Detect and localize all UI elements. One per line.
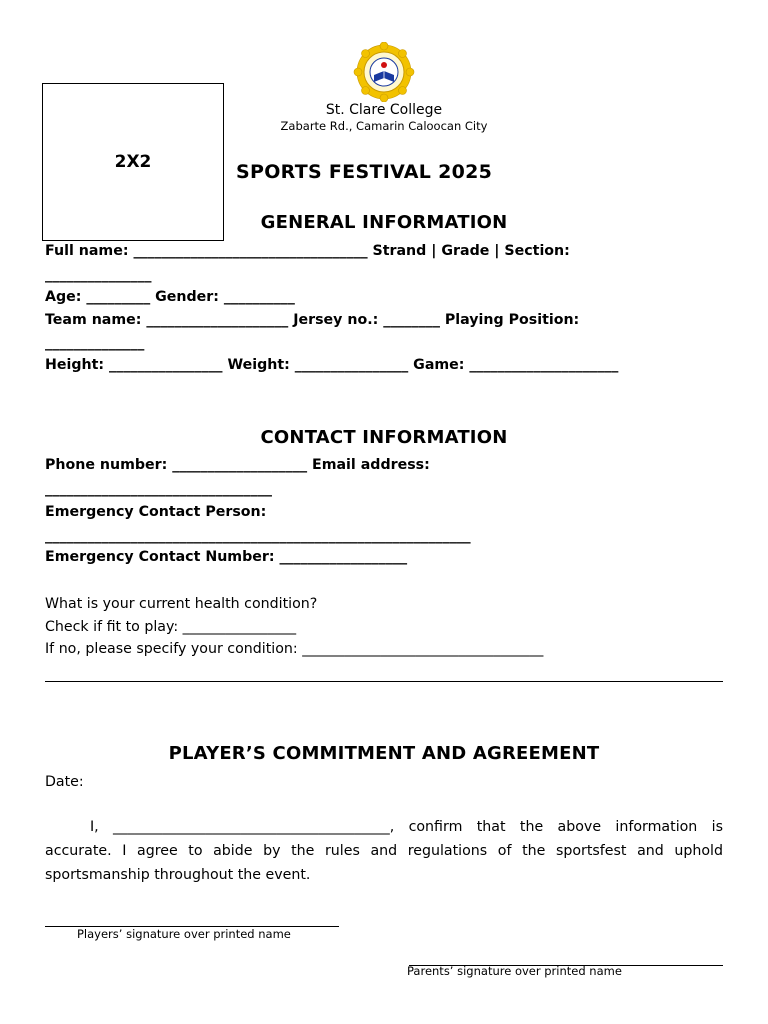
- health-question: What is your current health condition?: [45, 596, 318, 612]
- email-field-line[interactable]: ________________________________: [45, 481, 272, 497]
- agreement-paragraph: accurate. I agree to abide by the rules and regulations of the sportsfest and uphold sportsmanship throughout the event.: [45, 843, 723, 883]
- emergency-contact-number-field[interactable]: Emergency Contact Number: __________________: [45, 549, 408, 565]
- age-gender-field[interactable]: Age: _________ Gender: __________: [45, 289, 295, 305]
- phone-email-field[interactable]: Phone number: ___________________ Email address:: [45, 457, 430, 473]
- agreement-heading: PLAYER’S COMMITMENT AND AGREEMENT: [168, 743, 600, 764]
- date-label: Date:: [45, 774, 84, 790]
- section-field-line[interactable]: _______________: [45, 267, 152, 283]
- playing-position-field-line[interactable]: ______________: [45, 335, 145, 351]
- general-information-heading: GENERAL INFORMATION: [260, 212, 508, 233]
- photo-size-label: 2X2: [114, 152, 152, 172]
- fit-to-play-field[interactable]: Check if fit to play: ________________: [45, 619, 297, 635]
- fullname-strand-field[interactable]: Full name: _________________________________ Strand | Grade | Section:: [45, 243, 570, 259]
- emergency-contact-person-line[interactable]: ____________________________________________________________: [45, 528, 471, 544]
- condition-specify-field[interactable]: If no, please specify your condition: __________________________________: [45, 641, 544, 657]
- height-weight-game-field[interactable]: Height: ________________ Weight: ________________ Game: _____________________: [45, 357, 619, 373]
- emergency-contact-person-label: Emergency Contact Person:: [45, 504, 267, 520]
- school-address: Zabarte Rd., Camarin Caloocan City: [280, 119, 488, 133]
- agreement-paragraph-line1: I, _______________________________________, confirm that the above information is: [90, 819, 723, 835]
- player-signature-caption: Players’ signature over printed name: [77, 927, 291, 941]
- page-title: SPORTS FESTIVAL 2025: [236, 161, 493, 183]
- contact-information-heading: CONTACT INFORMATION: [260, 427, 508, 448]
- parent-signature-caption: Parents’ signature over printed name: [407, 964, 622, 978]
- school-seal-icon: [352, 42, 416, 102]
- section-divider: [45, 681, 723, 682]
- school-name: St. Clare College: [325, 102, 443, 118]
- team-jersey-position-field[interactable]: Team name: ____________________ Jersey no.: ________ Playing Position:: [45, 312, 580, 328]
